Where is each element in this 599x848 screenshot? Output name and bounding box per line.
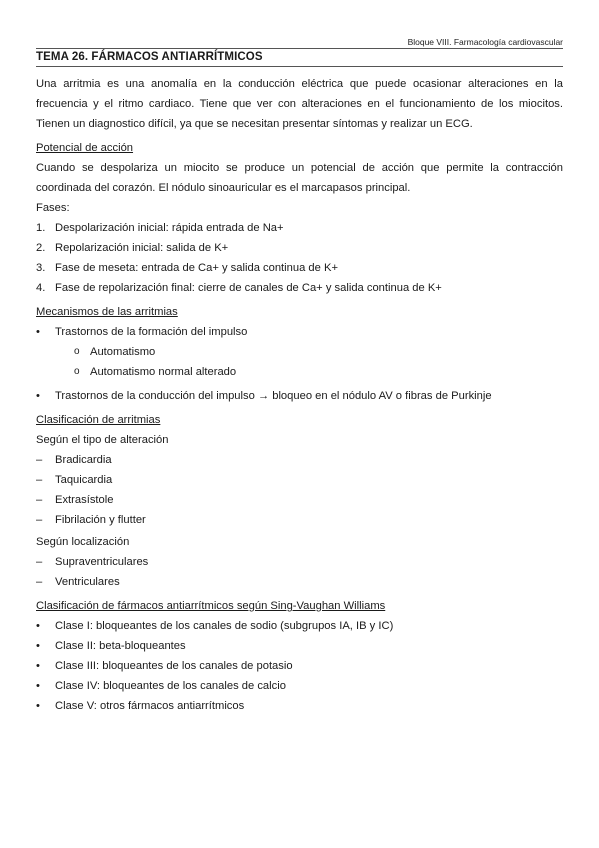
list-item (36, 218, 563, 238)
list-item (36, 490, 563, 510)
list-item (36, 510, 563, 530)
list-item-text: Ventriculares (55, 576, 120, 588)
list-item-text: Automatismo (90, 346, 156, 358)
tipo-label: Según el tipo de alteración (36, 434, 169, 446)
list-item (36, 616, 563, 636)
bullet-icon: • (36, 660, 40, 672)
list-item-text: Bradicardia (55, 454, 112, 466)
dash-icon: – (36, 474, 43, 486)
list-item-text: Extrasístole (55, 494, 114, 506)
list-item (36, 552, 563, 572)
section-heading-farmacos: Clasificación de fármacos antiarrítmicos según Sing-Vaughan Williams (36, 600, 386, 612)
title-rule-bottom (36, 66, 563, 67)
dash-icon: – (36, 576, 43, 588)
dash-icon: – (36, 556, 43, 568)
bullet-icon: • (36, 620, 40, 632)
fases-label: Fases: (36, 202, 70, 214)
bullet-icon: • (36, 640, 40, 652)
list-item (36, 636, 563, 656)
list-item (36, 278, 563, 298)
list-item-text: Trastornos de la formación del impulso (55, 326, 248, 338)
dash-icon: – (36, 514, 43, 526)
list-item (36, 238, 563, 258)
section-heading-clasificacion: Clasificación de arritmias (36, 414, 161, 426)
section-heading-mecanismos: Mecanismos de las arritmias (36, 306, 178, 318)
bullet-icon: • (36, 326, 40, 338)
list-item-text: Despolarización inicial: rápida entrada de Na+ (55, 222, 284, 234)
section-heading-potencial: Potencial de acción (36, 142, 134, 154)
list-item (36, 386, 563, 406)
list-item (36, 572, 563, 592)
list-item-text: Clase V: otros fármacos antiarrítmicos (55, 700, 245, 712)
document-body (36, 74, 563, 716)
list-item-text: Trastornos de la conducción del impulso → bloqueo en el nódulo AV o fibras de Purkinje (55, 390, 492, 402)
localizacion-label: Según localización (36, 536, 130, 548)
circle-bullet-icon: o (74, 366, 80, 377)
list-item (36, 656, 563, 676)
list-item-text: Supraventriculares (55, 556, 149, 568)
list-item (36, 258, 563, 278)
title-rule-top (36, 48, 563, 49)
sub-list-item (74, 342, 563, 362)
list-item-text: Fase de meseta: entrada de Ca+ y salida continua de K+ (55, 262, 338, 274)
list-number: 2. (36, 242, 46, 254)
list-number: 4. (36, 282, 46, 294)
list-item-text: Automatismo normal alterado (90, 366, 237, 378)
list-item (36, 322, 563, 342)
list-item-text: Clase II: beta-bloqueantes (55, 640, 186, 652)
intro-paragraph: Una arritmia es una anomalía en la conducción eléctrica que puede ocasionar alteraciones en la frecuencia y el ritmo cardiaco. Tiene que ver con alteraciones en el funcionamiento de los miocitos. Tienen un diagnostico difícil, ya que se necesitan presentar síntomas y realizar un ECG. (36, 78, 563, 130)
circle-bullet-icon: o (74, 346, 80, 357)
list-item (36, 696, 563, 716)
list-item (36, 470, 563, 490)
list-item-text: Taquicardia (55, 474, 113, 486)
page-title: TEMA 26. FÁRMACOS ANTIARRÍTMICOS (36, 51, 263, 63)
sub-list-item (74, 362, 563, 382)
list-item-text: Clase IV: bloqueantes de los canales de calcio (55, 680, 286, 692)
dash-icon: – (36, 494, 43, 506)
dash-icon: – (36, 454, 43, 466)
list-item (36, 676, 563, 696)
list-item-text: Repolarización inicial: salida de K+ (55, 242, 229, 254)
list-number: 1. (36, 222, 46, 234)
bullet-icon: • (36, 390, 40, 402)
list-item-text: Fase de repolarización final: cierre de canales de Ca+ y salida continua de K+ (55, 282, 442, 294)
running-header: Bloque VIII. Farmacología cardiovascular (407, 37, 563, 47)
potencial-paragraph: Cuando se despolariza un miocito se produce un potencial de acción que permite la contracción coordinada del corazón. El nódulo sinoauricular es el marcapasos principal. (36, 162, 563, 194)
list-item-text: Clase I: bloqueantes de los canales de sodio (subgrupos IA, IB y IC) (55, 620, 394, 632)
list-item (36, 450, 563, 470)
bullet-icon: • (36, 680, 40, 692)
list-number: 3. (36, 262, 46, 274)
list-item-text: Clase III: bloqueantes de los canales de potasio (55, 660, 293, 672)
bullet-icon: • (36, 700, 40, 712)
list-item-text: Fibrilación y flutter (55, 514, 146, 526)
